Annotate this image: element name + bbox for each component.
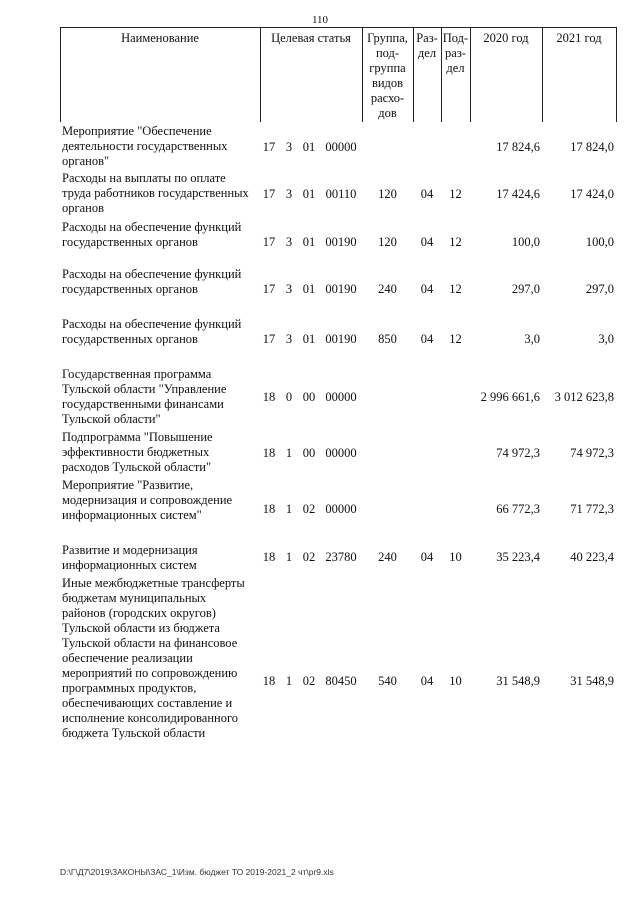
- target-event: 01: [302, 282, 316, 296]
- target-program: 18: [262, 390, 276, 404]
- target-direction: 00000: [325, 140, 357, 154]
- header-section: Раз- дел: [416, 31, 438, 60]
- expense-group: 120: [378, 235, 397, 249]
- target-subprogram: 3: [285, 235, 293, 249]
- value-2021: 71 772,3: [570, 502, 614, 516]
- target-program: 17: [262, 332, 276, 346]
- value-2020: 297,0: [511, 282, 540, 296]
- value-2020: 17 424,6: [496, 187, 540, 201]
- table-header: [60, 27, 617, 122]
- target-direction: 00190: [325, 332, 357, 346]
- header-year-2020: 2020 год: [483, 31, 529, 45]
- target-event: 01: [302, 140, 316, 154]
- target-direction: 00000: [325, 446, 357, 460]
- value-2021: 17 824,0: [570, 140, 614, 154]
- row-name: Расходы на обеспечение функций государственных органов: [62, 267, 242, 296]
- target-program: 18: [262, 550, 276, 564]
- value-2021: 297,0: [585, 282, 614, 296]
- page-number: 110: [311, 14, 329, 26]
- value-2020: 74 972,3: [496, 446, 540, 460]
- table-row: [60, 267, 617, 299]
- target-program: 17: [262, 282, 276, 296]
- subsection: 12: [449, 332, 462, 346]
- target-program: 17: [262, 187, 276, 201]
- table-row: [60, 430, 617, 476]
- value-2021: 17 424,0: [570, 187, 614, 201]
- section: 04: [420, 235, 434, 249]
- target-event: 02: [302, 674, 316, 688]
- target-direction: 00000: [325, 390, 357, 404]
- table-row: [60, 220, 617, 252]
- value-2020: 35 223,4: [496, 550, 540, 564]
- subsection: 12: [449, 187, 462, 201]
- table-row: [60, 576, 617, 748]
- target-subprogram: 1: [285, 446, 293, 460]
- row-name: Мероприятие "Обеспечение деятельности государственных органов": [62, 124, 228, 168]
- target-subprogram: 1: [285, 550, 293, 564]
- value-2020: 17 824,6: [496, 140, 540, 154]
- table-row: [60, 367, 617, 429]
- target-program: 18: [262, 446, 276, 460]
- value-2020: 3,0: [524, 332, 540, 346]
- value-2021: 3 012 623,8: [554, 390, 614, 404]
- target-event: 01: [302, 332, 316, 346]
- value-2020: 100,0: [511, 235, 540, 249]
- section: 04: [420, 282, 434, 296]
- target-event: 02: [302, 502, 316, 516]
- row-name: Расходы на обеспечение функций государственных органов: [62, 317, 242, 346]
- value-2021: 31 548,9: [570, 674, 614, 688]
- row-name: Развитие и модернизация информационных систем: [62, 543, 198, 572]
- target-event: 02: [302, 550, 316, 564]
- row-name: Расходы на выплаты по оплате труда работников государственных органов: [62, 171, 249, 215]
- section: 04: [420, 550, 434, 564]
- target-direction: 00000: [325, 502, 357, 516]
- target-subprogram: 3: [285, 187, 293, 201]
- target-event: 00: [302, 446, 316, 460]
- row-name: Государственная программа Тульской области "Управление государственными финансами Тульской области": [62, 367, 227, 426]
- subsection: 12: [449, 282, 462, 296]
- expense-group: 540: [378, 674, 397, 688]
- header-subsection: Под- раз- дел: [442, 31, 469, 75]
- target-program: 17: [262, 235, 276, 249]
- table-row: [60, 171, 617, 217]
- expense-group: 240: [378, 282, 397, 296]
- row-name: Иные межбюджетные трансферты бюджетам муниципальных районов (городских округов) Тульской области из бюджета Тульской области на финансовое обеспечение реализации мероприятий по сопровождению программных продуктов, обеспечивающих составление и исполнение консолидированного бюджета Тульской области: [62, 576, 245, 740]
- target-program: 18: [262, 502, 276, 516]
- subsection: 12: [449, 235, 462, 249]
- target-direction: 00190: [325, 282, 357, 296]
- target-program: 18: [262, 674, 276, 688]
- table-row: [60, 317, 617, 349]
- value-2021: 74 972,3: [570, 446, 614, 460]
- target-event: 00: [302, 390, 316, 404]
- row-name: Расходы на обеспечение функций государственных органов: [62, 220, 242, 249]
- target-event: 01: [302, 235, 316, 249]
- row-name: Мероприятие "Развитие, модернизация и сопровождение информационных систем": [62, 478, 233, 522]
- target-direction: 80450: [325, 674, 357, 688]
- target-direction: 00110: [325, 187, 357, 201]
- expense-group: 120: [378, 187, 397, 201]
- target-subprogram: 0: [285, 390, 293, 404]
- row-name: Подпрограмма "Повышение эффективности бюджетных расходов Тульской области": [62, 430, 213, 474]
- header-expense-group: Группа, под- группа видов расхо- дов: [367, 31, 408, 120]
- subsection: 10: [449, 550, 462, 564]
- section: 04: [420, 674, 434, 688]
- target-subprogram: 1: [285, 674, 293, 688]
- target-subprogram: 3: [285, 332, 293, 346]
- section: 04: [420, 187, 434, 201]
- target-direction: 23780: [325, 550, 357, 564]
- header-year-2021: 2021 год: [556, 31, 602, 45]
- value-2021: 100,0: [585, 235, 614, 249]
- value-2021: 40 223,4: [570, 550, 614, 564]
- value-2021: 3,0: [598, 332, 614, 346]
- target-subprogram: 3: [285, 282, 293, 296]
- target-subprogram: 3: [285, 140, 293, 154]
- header-name: Наименование: [121, 31, 199, 45]
- table-row: [60, 124, 617, 170]
- target-program: 17: [262, 140, 276, 154]
- file-path-footer: D:\Г\Д7\2019\ЗАКОНЫ\ЗАС_1\Изм. бюджет ТО 2019-2021_2 чт\pr9.xls: [60, 867, 334, 877]
- section: 04: [420, 332, 434, 346]
- expense-group: 240: [378, 550, 397, 564]
- expense-group: 850: [378, 332, 397, 346]
- subsection: 10: [449, 674, 462, 688]
- target-direction: 00190: [325, 235, 357, 249]
- target-event: 01: [302, 187, 316, 201]
- target-subprogram: 1: [285, 502, 293, 516]
- table-row: [60, 478, 617, 524]
- value-2020: 31 548,9: [496, 674, 540, 688]
- header-target-article: Целевая статья: [271, 31, 351, 45]
- value-2020: 66 772,3: [496, 502, 540, 516]
- value-2020: 2 996 661,6: [480, 390, 540, 404]
- header-right-border: [616, 27, 617, 122]
- table-row: [60, 543, 617, 575]
- header-top-border: [60, 27, 617, 28]
